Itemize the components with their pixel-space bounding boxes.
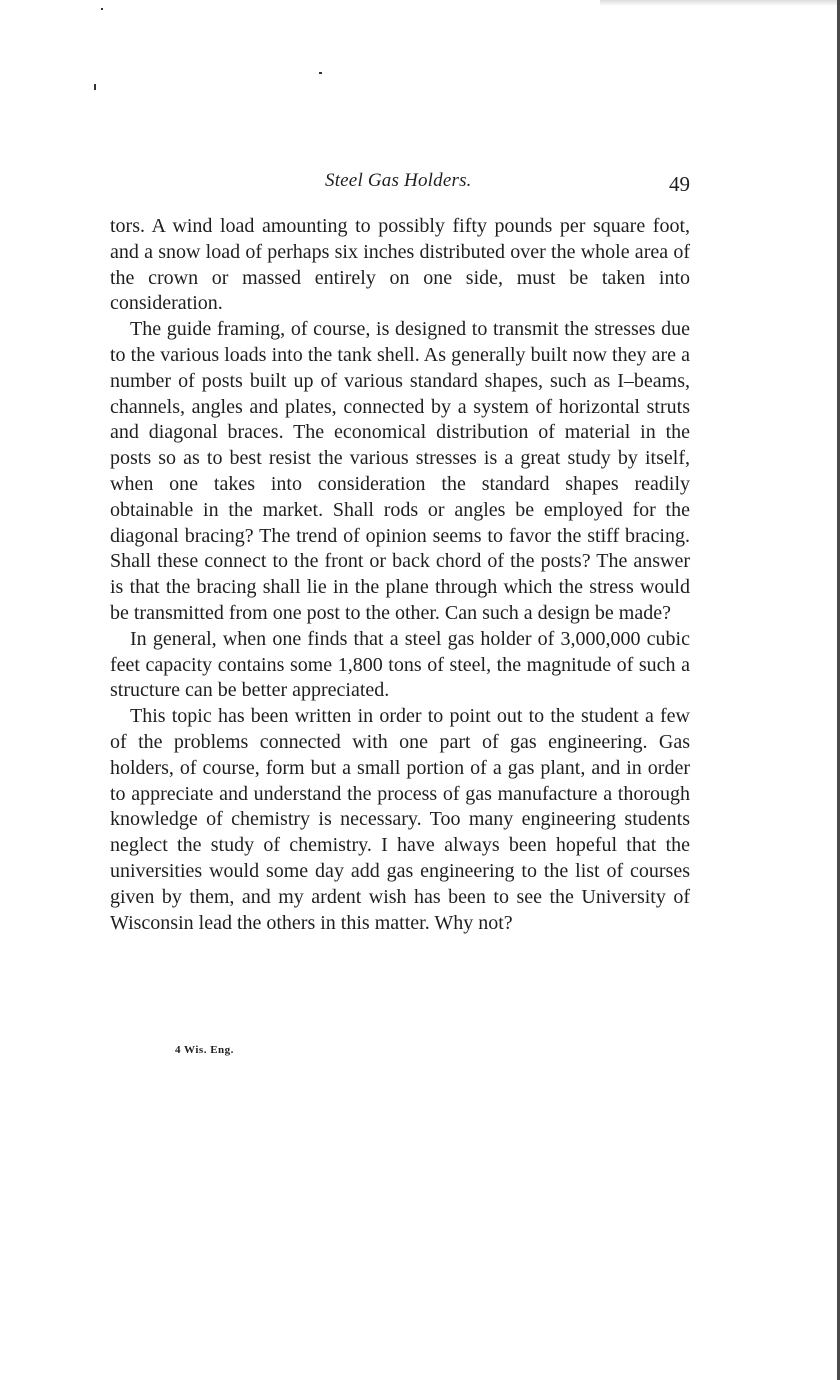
paragraph: This topic has been written in order to point out to the student a few of the problems connected with one part of gas engineering. Gas holders, of course, form but a small portion of a gas plant, and in order to appreciate and understand the process of gas manufacture a thorough knowledge of chemistry is necessary. Too many engineering students neglect the study of chemistry. I have always been hopeful that the universities would some day add gas engineering to the list of courses given by them, and my ardent wish has been to see the University of Wisconsin lead the others in this matter. Why not?	[110, 705, 690, 934]
scan-speck	[319, 72, 322, 74]
scan-speck	[101, 8, 103, 10]
paragraph: In general, when one finds that a steel gas holder of 3,000,000 cubic feet capacity contains some 1,800 tons of steel, the magnitude of such a structure can be better appreciated.	[110, 627, 690, 702]
page-number: 49	[669, 172, 690, 196]
page-top-shadow	[600, 0, 837, 6]
paragraph: The guide framing, of course, is designed to transmit the stresses due to the various loads into the tank shell. As generally built now they are a number of posts built up of various standard shapes, such as I–beams, channels, angles and plates, connected by a system of horizontal struts and diagonal braces. The economical distribution of material in the posts so as to best resist the various stresses is a great study by itself, when one takes into consideration the standard shapes readily obtainable in the market. Shall rods or angles be employed for the diagonal bracing? The trend of opinion seems to favor the stiff bracing. Shall these connect to the front or back chord of the posts? The answer is that the bracing shall lie in the plane through which the stress would be transmitted from one post to the other. Can such a design be made?	[110, 318, 690, 624]
body-text	[110, 214, 690, 936]
paragraph: tors. A wind load amounting to possibly fifty pounds per square foot, and a snow load of perhaps six inches distributed over the whole area of the crown or massed entirely on one side, must be taken into consideration.	[110, 215, 690, 315]
running-title: Steel Gas Holders.	[325, 170, 472, 191]
scan-speck	[94, 84, 96, 90]
signature-mark: 4 Wis. Eng.	[175, 1044, 234, 1056]
running-head	[110, 170, 690, 200]
